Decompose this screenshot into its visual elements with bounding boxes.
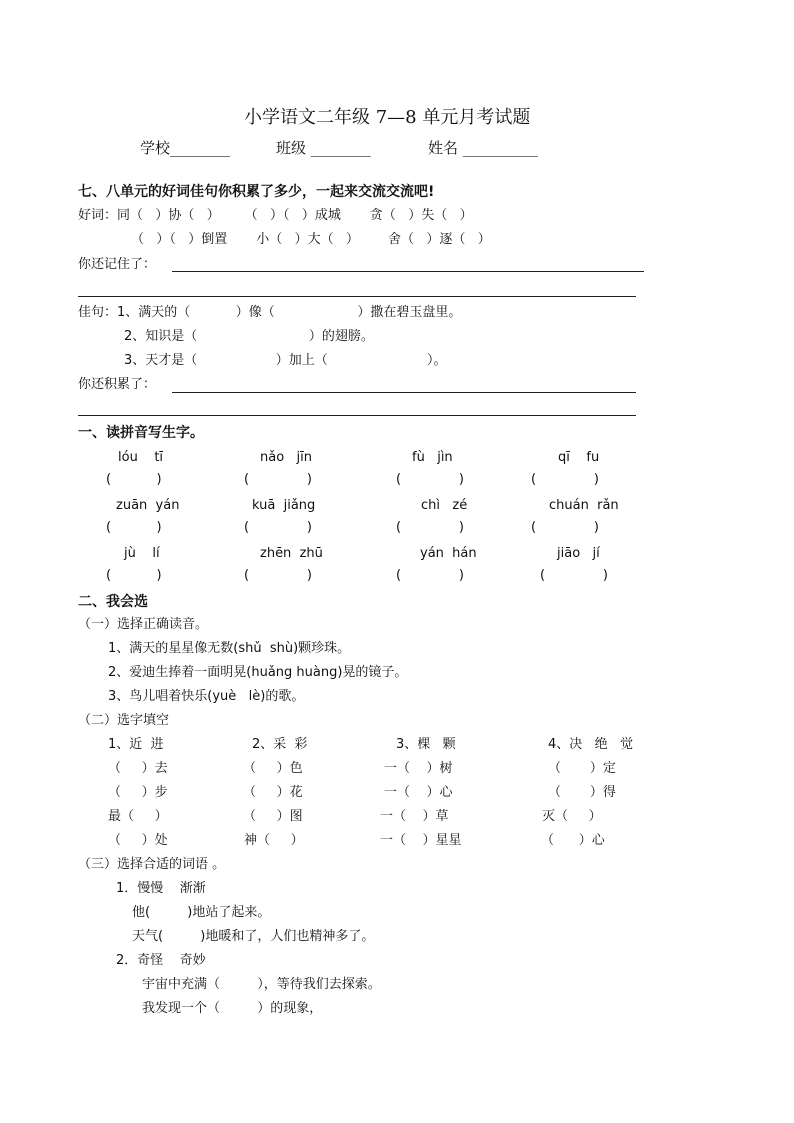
fill-item: 一（ ）心 bbox=[384, 785, 453, 800]
char-group: 1、近 进 bbox=[108, 737, 164, 752]
reading-question: 1、满天的星星像无数(shǔ shù)颗珍珠。 bbox=[108, 641, 351, 656]
sentence-1: 佳句：1、满天的（ ）像（ ）撒在碧玉盘里。 bbox=[78, 305, 462, 320]
pinyin-item: zuān yán bbox=[116, 498, 180, 513]
section-2-heading: 二、我会选 bbox=[78, 594, 148, 610]
fill-item: （ ）色 bbox=[243, 761, 303, 776]
answer-parentheses: ( ) bbox=[531, 520, 599, 535]
remember-label: 你还记住了： bbox=[78, 257, 157, 272]
fill-item: 神（ ） bbox=[244, 833, 304, 848]
answer-parentheses: ( ) bbox=[244, 472, 312, 487]
char-group: 4、决 绝 觉 bbox=[548, 737, 634, 752]
answer-parentheses: ( ) bbox=[396, 472, 464, 487]
answer-line bbox=[172, 271, 644, 272]
pinyin-item: jù lí bbox=[124, 546, 160, 561]
fill-item: 灭（ ） bbox=[542, 809, 602, 824]
answer-parentheses: ( ) bbox=[244, 568, 312, 583]
fill-item: 最（ ） bbox=[108, 809, 168, 824]
fill-item: （ ）步 bbox=[108, 785, 168, 800]
answer-parentheses: ( ) bbox=[540, 568, 608, 583]
answer-parentheses: ( ) bbox=[106, 520, 162, 535]
good-words-row-2: （ ）（ ）倒置 小（ ）大（ ） 舍（ ）逐（ ） bbox=[131, 232, 491, 247]
pinyin-item: jiāo jí bbox=[557, 546, 600, 561]
fill-item: （ ）得 bbox=[548, 785, 616, 800]
char-group: 3、棵 颗 bbox=[396, 737, 456, 752]
school-field: 学校________ bbox=[140, 139, 231, 157]
more-label: 你还积累了： bbox=[78, 377, 157, 392]
pinyin-item: yán hán bbox=[420, 546, 477, 561]
fill-item: 一（ ）树 bbox=[384, 761, 453, 776]
answer-parentheses: ( ) bbox=[396, 520, 464, 535]
word-choice-pair: 2．奇怪 奇妙 bbox=[116, 953, 206, 968]
answer-parentheses: ( ) bbox=[244, 520, 312, 535]
reading-question: 2、爱迪生捧着一面明晃(huǎng huàng)晃的镜子。 bbox=[108, 665, 408, 680]
pinyin-item: lóu tī bbox=[118, 450, 164, 465]
fill-item: 一（ ）草 bbox=[380, 809, 449, 824]
pinyin-item: chì zé bbox=[421, 498, 468, 513]
fill-item: （ ）定 bbox=[548, 761, 616, 776]
reading-question: 3、鸟儿唱着快乐(yuè lè)的歌。 bbox=[108, 689, 305, 704]
answer-line bbox=[78, 415, 636, 416]
subsection-2-heading: （二）选字填空 bbox=[78, 713, 170, 728]
word-choice-sentence: 他( )地站了起来。 bbox=[132, 905, 271, 920]
answer-line bbox=[78, 296, 636, 297]
pinyin-item: chuán rǎn bbox=[549, 498, 619, 513]
fill-item: （ ）花 bbox=[243, 785, 303, 800]
pinyin-item: kuā jiǎng bbox=[252, 498, 316, 513]
fill-item: 一（ ）星星 bbox=[380, 833, 462, 848]
subsection-1-heading: （一）选择正确读音。 bbox=[78, 617, 209, 632]
class-field: 班级 ________ bbox=[276, 139, 371, 157]
sentence-2: 2、知识是（ ）的翅膀。 bbox=[124, 329, 374, 344]
name-field: 姓名 __________ bbox=[428, 139, 538, 157]
section-1-heading: 一、读拼音写生字。 bbox=[78, 425, 204, 441]
answer-parentheses: ( ) bbox=[106, 568, 162, 583]
answer-parentheses: ( ) bbox=[106, 472, 162, 487]
pinyin-item: fù jìn bbox=[412, 450, 453, 465]
word-choice-pair: 1．慢慢 渐渐 bbox=[116, 881, 206, 896]
word-choice-sentence: 宇宙中充满（ ），等待我们去探索。 bbox=[142, 977, 381, 992]
answer-line bbox=[172, 392, 636, 393]
page-title: 小学语文二年级 7—8 单元月考试题 bbox=[244, 107, 531, 128]
sentence-3: 3、天才是（ ）加上（ ）。 bbox=[124, 353, 447, 368]
answer-parentheses: ( ) bbox=[531, 472, 599, 487]
good-words-row-1: 好词：同（ ）协（ ） （ ）（ ）成城 贪（ ）失（ ） bbox=[78, 208, 473, 223]
answer-parentheses: ( ) bbox=[396, 568, 464, 583]
fill-item: （ ）去 bbox=[108, 761, 168, 776]
fill-item: （ ）图 bbox=[243, 809, 303, 824]
section-7-heading: 七、八单元的好词佳句你积累了多少，一起来交流交流吧! bbox=[78, 184, 435, 200]
subsection-3-heading: （三）选择合适的词语 。 bbox=[78, 857, 226, 872]
char-group: 2、采 彩 bbox=[252, 737, 308, 752]
fill-item: （ ）心 bbox=[541, 833, 605, 848]
pinyin-item: qī fu bbox=[558, 450, 600, 465]
word-choice-sentence: 我发现一个（ ）的现象， bbox=[142, 1001, 323, 1016]
pinyin-item: zhēn zhū bbox=[260, 546, 323, 561]
pinyin-item: nǎo jīn bbox=[260, 450, 313, 465]
word-choice-sentence: 天气( )地暖和了，人们也精神多了。 bbox=[132, 929, 375, 944]
fill-item: （ ）处 bbox=[108, 833, 168, 848]
